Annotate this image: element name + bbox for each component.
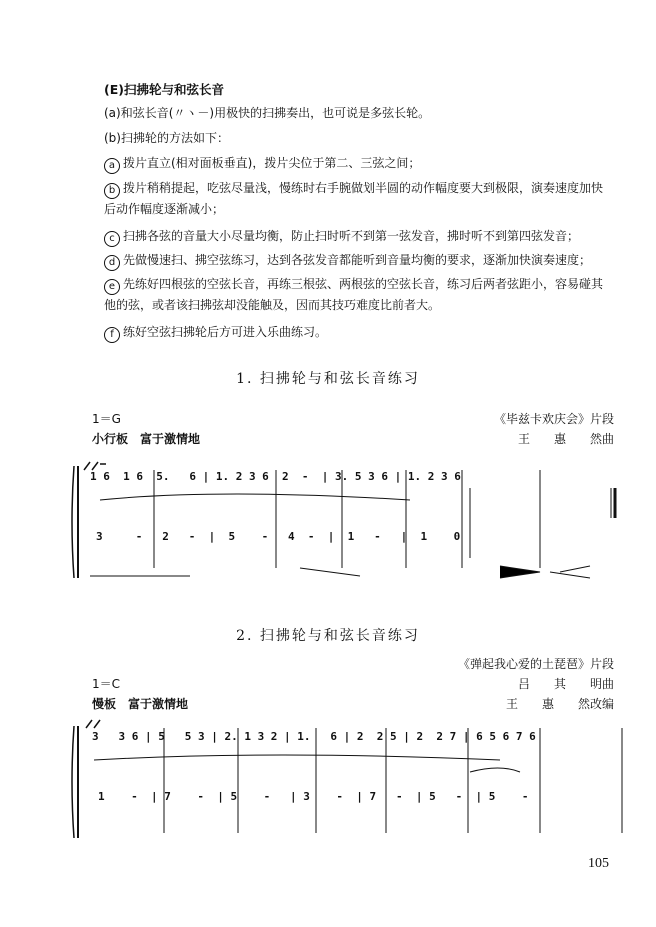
exercise2-key: 1＝C <box>92 677 121 691</box>
exercise1-title: 1. 扫拂轮与和弦长音练习 <box>236 371 420 387</box>
exercise2-composer-2: 王 惠 然改编 <box>505 697 614 711</box>
exercise1-tempo: 小行板 富于激情地 <box>92 432 201 446</box>
exercise1-composer: 王 惠 然曲 <box>517 432 614 446</box>
exercise2-title: 2. 扫拂轮与和弦长音练习 <box>236 628 420 644</box>
exercise1-lower-voice: 3 - 2 - | 5 - 4 - | 1 - | 1 0 <box>96 530 461 543</box>
paragraph-a: (a)和弦长音(〃ヽ－)用极快的扫拂奏出，也可说是多弦长轮。 <box>104 106 431 120</box>
step-e: e 先练好四根弦的空弦长音，再练三根弦、两根弦的空弦长音，练习后两者弦距小，容易碰其他的弦，或者该扫拂弦却没能触及，因而其技巧难度比前者大。 <box>104 277 604 312</box>
exercise1-key: 1＝G <box>92 412 121 426</box>
page-number: 105 <box>588 856 609 871</box>
exercise2-composer-1: 吕 其 明曲 <box>517 677 614 691</box>
exercise2-lower-voice: 1 - | 7 - | 5 - | 3 - | 7 - | 5 - | 5 - <box>98 790 529 803</box>
exercise2-tempo: 慢板 富于激情地 <box>92 697 189 711</box>
step-c: c 扫拂各弦的音量大小尽量均衡，防止扫时听不到第一弦发音，拂时听不到第四弦发音； <box>104 226 612 247</box>
step-f: f 练好空弦扫拂轮后方可进入乐曲练习。 <box>104 322 612 343</box>
section-title: (E)扫拂轮与和弦长音 <box>104 82 224 97</box>
exercise1-upper-voice: 1 6 1 6 5. 6 | 1. 2 3 6 2 - | 3. 5 3 6 | 1. 2 3 6 <box>90 470 461 483</box>
exercise1-source: 《毕兹卡欢庆会》片段 <box>493 412 614 426</box>
exercise2-upper-voice: 3 3 6 | 5 5 3 | 2. 1 3 2 | 1. 6 | 2 2 5 | 2 2 7 | 6 5 6 7 6 <box>92 730 536 743</box>
step-a: a 拨片直立(相对面板垂直)，拨片尖位于第二、三弦之间； <box>104 153 612 174</box>
exercise2-source: 《弹起我心爱的土琵琶》片段 <box>457 657 614 671</box>
step-b: b 拨片稍稍提起，吃弦尽量浅，慢练时右手腕做划半圆的动作幅度要大到极限，演奏速度加快后动作幅度逐渐减小； <box>104 181 604 216</box>
step-d: d 先做慢速扫、拂空弦练习，达到各弦发音都能听到音量均衡的要求，逐渐加快演奏速度； <box>104 250 612 271</box>
paragraph-b: (b)扫拂轮的方法如下： <box>104 131 229 145</box>
